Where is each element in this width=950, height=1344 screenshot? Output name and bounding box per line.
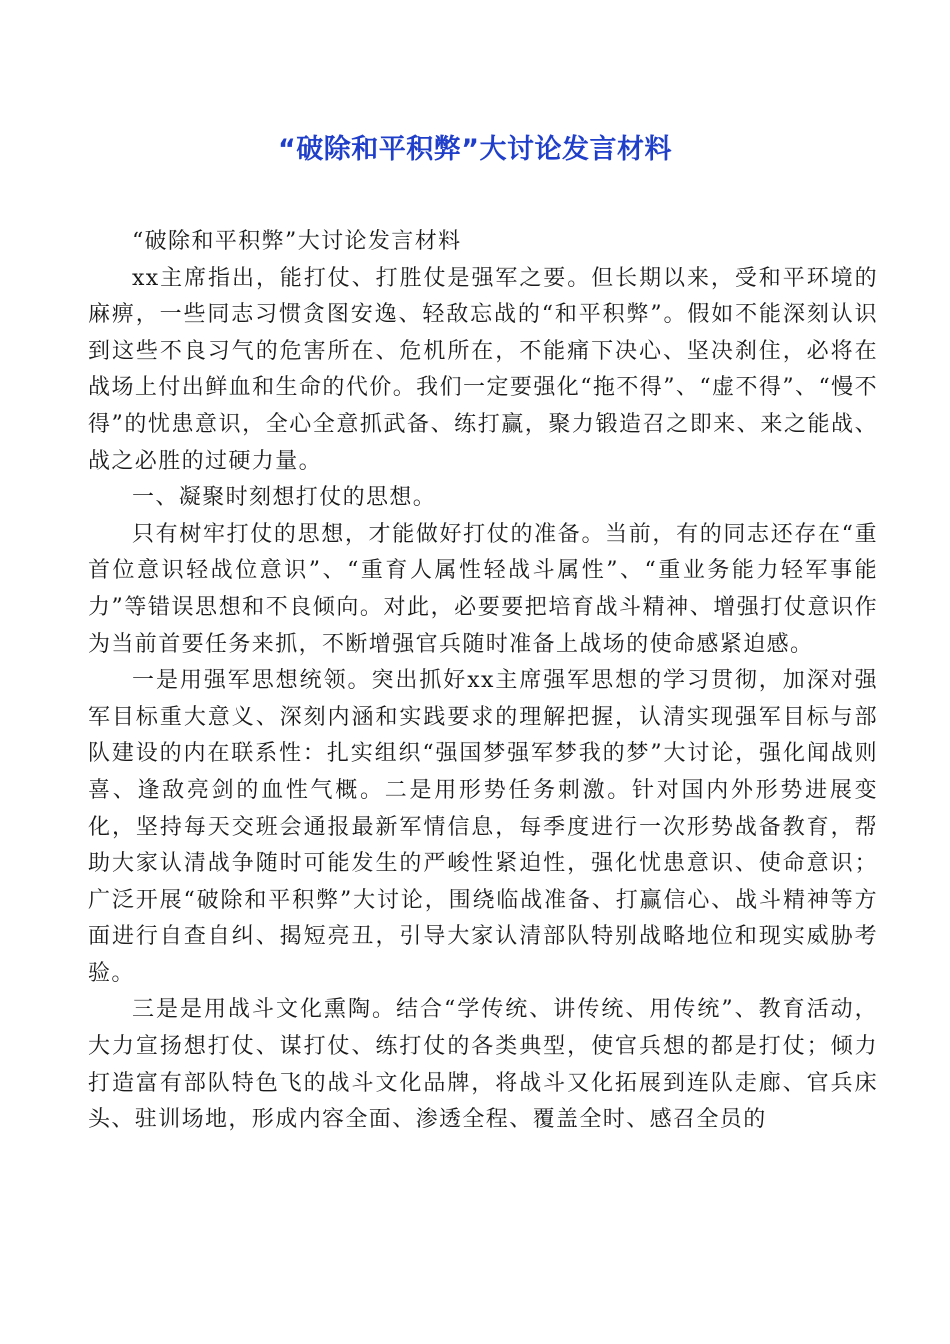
paragraph-point-1-2: 一是用强军思想统领。突出抓好xx主席强军思想的学习贯彻，加深对强军目标重大意义、深刻内涵和实践要求的理解把握，认清实现强军目标与部队建设的内在联系性：扎实组织“强国梦强军梦我的梦”大讨论，强化闻战则喜、逢敌亮剑的血性气概。二是用形势任务刺激。针对国内外形势进展变化，坚持每天交班会通报最新军情信息，每季度进行一次形势战备教育，帮助大家认清战争随时可能发生的严峻性紧迫性，强化忧患意识、使命意识；广泛开展“破除和平积弊”大讨论，围绕临战准备、打赢信心、战斗精神等方面进行自查自纠、揭短亮丑，引导大家认清部队特别战略地位和现实威胁考验。: [88, 668, 878, 986]
document-body: [88, 224, 878, 1139]
paragraph-heading-repeat: “破除和平积弊”大讨论发言材料: [132, 229, 462, 254]
paragraph-section-1: 只有树牢打仗的思想，才能做好打仗的准备。当前，有的同志还存在“重首位意识轻战位意识”、“重育人属性轻战斗属性”、“重业务能力轻军事能力”等错误思想和不良倾向。对此，必要要把培育战斗精神、增强打仗意识作为当前首要任务来抓，不断增强官兵随时准备上战场的使命感紧迫感。: [88, 521, 878, 657]
paragraph-point-3: 三是是用战斗文化熏陶。结合“学传统、讲传统、用传统”、教育活动，大力宣扬想打仗、谋打仗、练打仗的各类典型，使官兵想的都是打仗；倾力打造富有部队特色飞的战斗文化品牌，将战斗又化拓展到连队走廊、官兵床头、驻训场地，形成内容全面、渗透全程、覆盖全时、感召全员的: [88, 997, 878, 1133]
section-heading-1: 一、凝聚时刻想打仗的思想。: [132, 485, 437, 511]
document-title: “破除和平积弊”大讨论发言材料: [278, 134, 672, 165]
paragraph-intro: xx主席指出，能打仗、打胜仗是强军之要。但长期以来，受和平环境的麻痹，一些同志习惯贪图安逸、轻敌忘战的“和平积弊”。假如不能深刻认识到这些不良习气的危害所在、危机所在，不能痛下决心、坚决刹住，必将在战场上付出鲜血和生命的代价。我们一定要强化“拖不得”、“虚不得”、“慢不得”的忧患意识，全心全意抓武备、练打赢，聚力锻造召之即来、来之能战、战之必胜的过硬力量。: [88, 265, 878, 474]
